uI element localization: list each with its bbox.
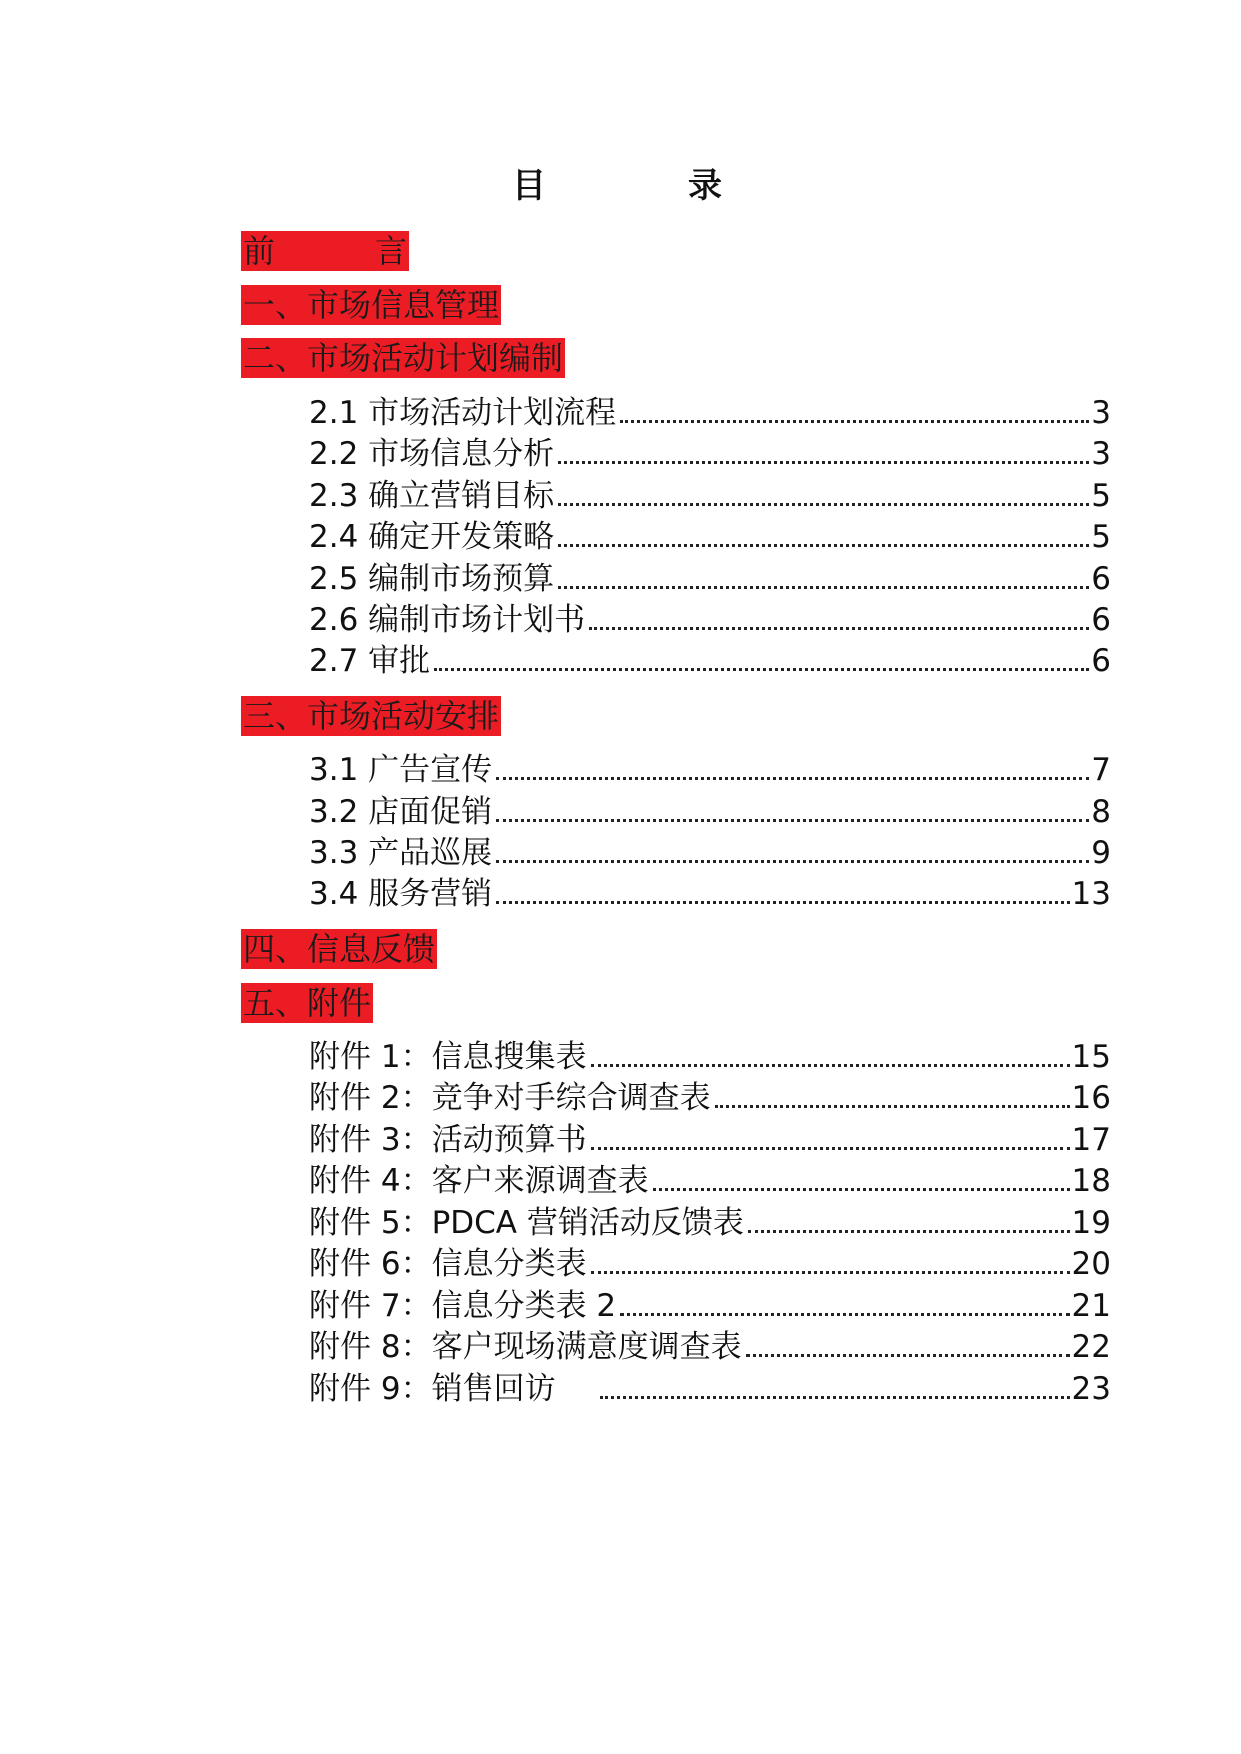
- toc-entry-label: 附件 8：客户现场满意度调查表: [309, 1329, 742, 1365]
- toc-entry-page: 18: [1071, 1163, 1111, 1199]
- toc-entry-label: 2.6 编制市场计划书: [309, 602, 586, 638]
- toc-entry-label: 2.7 审批: [309, 643, 431, 679]
- toc-entry[interactable]: [309, 833, 1111, 873]
- toc-entry-page: 23: [1071, 1371, 1111, 1407]
- leader-dots: [653, 1188, 1070, 1191]
- title-char-2: 录: [688, 166, 722, 206]
- toc-entry[interactable]: [309, 750, 1111, 790]
- title-char-1: 目: [512, 166, 546, 206]
- section-5-heading[interactable]: 五、附件: [243, 984, 372, 1022]
- toc-entry-page: 6: [1091, 561, 1111, 597]
- toc-entry-label: 附件 5：PDCA 营销活动反馈表: [309, 1205, 744, 1241]
- toc-entry-label: 附件 9：销售回访: [309, 1371, 556, 1407]
- toc-entry[interactable]: [309, 792, 1111, 832]
- toc-entry-page: 6: [1091, 643, 1111, 679]
- section-3-heading[interactable]: 三、市场活动安排: [243, 697, 500, 735]
- toc-entry[interactable]: [309, 393, 1111, 433]
- leader-dots: [434, 668, 1089, 671]
- toc-entry-page: 5: [1091, 478, 1111, 514]
- toc-entry[interactable]: [309, 1244, 1111, 1284]
- leader-dots: [589, 627, 1089, 630]
- leader-dots: [748, 1230, 1070, 1233]
- toc-entry-label: 附件 1：信息搜集表: [309, 1039, 587, 1075]
- toc-entry-label: 2.5 编制市场预算: [309, 561, 555, 597]
- toc-entry[interactable]: [309, 1120, 1111, 1160]
- toc-entry[interactable]: [309, 517, 1111, 557]
- toc-entry-page: 7: [1091, 752, 1111, 788]
- leader-dots: [496, 777, 1089, 780]
- toc-entry[interactable]: [309, 1369, 1111, 1409]
- section-preface-char-1: 前: [243, 232, 276, 270]
- toc-entry-label: 3.1 广告宣传: [309, 752, 493, 788]
- leader-dots: [715, 1105, 1070, 1108]
- section-preface[interactable]: [241, 231, 409, 271]
- toc-entry-label: 2.2 市场信息分析: [309, 436, 555, 472]
- toc-entry[interactable]: [309, 434, 1111, 474]
- toc-entry[interactable]: [309, 874, 1111, 914]
- toc-entry-page: 3: [1091, 436, 1111, 472]
- toc-entry-page: 22: [1071, 1329, 1111, 1365]
- toc-entry-page: 3: [1091, 395, 1111, 431]
- toc-entry-label: 附件 3：活动预算书: [309, 1122, 587, 1158]
- section-4-heading[interactable]: 四、信息反馈: [243, 930, 436, 968]
- toc-entry-label: 附件 4：客户来源调查表: [309, 1163, 649, 1199]
- leader-dots: [591, 1064, 1070, 1067]
- toc-entry-page: 13: [1071, 876, 1111, 912]
- toc-entry[interactable]: [309, 1203, 1111, 1243]
- toc-entry[interactable]: [309, 641, 1111, 681]
- toc-entry-label: 3.4 服务营销: [309, 876, 493, 912]
- leader-dots: [600, 1396, 1070, 1399]
- toc-entry[interactable]: [309, 1286, 1111, 1326]
- leader-dots: [558, 461, 1089, 464]
- toc-entry-label: 2.4 确定开发策略: [309, 519, 555, 555]
- toc-entry-label: 3.3 产品巡展: [309, 835, 493, 871]
- leader-dots: [558, 503, 1089, 506]
- section-preface-char-2: 言: [374, 232, 407, 270]
- leader-dots: [496, 860, 1089, 863]
- leader-dots: [558, 586, 1089, 589]
- toc-entry-page: 19: [1071, 1205, 1111, 1241]
- section-2-heading[interactable]: 二、市场活动计划编制: [243, 339, 564, 377]
- leader-dots: [496, 819, 1089, 822]
- toc-entry-label: 2.1 市场活动计划流程: [309, 395, 617, 431]
- toc-entry-page: 16: [1071, 1080, 1111, 1116]
- toc-entry-page: 21: [1071, 1288, 1111, 1324]
- toc-entry-page: 17: [1071, 1122, 1111, 1158]
- toc-entry-page: 6: [1091, 602, 1111, 638]
- toc-entry-page: 5: [1091, 519, 1111, 555]
- leader-dots: [591, 1271, 1070, 1274]
- toc-entry-page: 9: [1091, 835, 1111, 871]
- toc-entry-page: 15: [1071, 1039, 1111, 1075]
- toc-entry-label: 附件 7：信息分类表 2: [309, 1288, 617, 1324]
- leader-dots: [591, 1147, 1070, 1150]
- toc-entry[interactable]: [309, 559, 1111, 599]
- toc-entry-page: 8: [1091, 794, 1111, 830]
- toc-entry[interactable]: [309, 1078, 1111, 1118]
- leader-dots: [558, 544, 1089, 547]
- toc-entry-page: 20: [1071, 1246, 1111, 1282]
- leader-dots: [620, 420, 1089, 423]
- toc-entry[interactable]: [309, 1327, 1111, 1367]
- toc-entry[interactable]: [309, 476, 1111, 516]
- leader-dots: [746, 1354, 1070, 1357]
- toc-entry[interactable]: [309, 600, 1111, 640]
- toc-entry-label: 3.2 店面促销: [309, 794, 493, 830]
- toc-entry-label: 附件 6：信息分类表: [309, 1246, 587, 1282]
- section-1-heading[interactable]: 一、市场信息管理: [243, 286, 500, 324]
- toc-entry[interactable]: [309, 1161, 1111, 1201]
- toc-entry-label: 2.3 确立营销目标: [309, 478, 555, 514]
- leader-dots: [496, 901, 1069, 904]
- toc-entry[interactable]: [309, 1037, 1111, 1077]
- leader-dots: [620, 1313, 1069, 1316]
- toc-entry-label: 附件 2：竞争对手综合调查表: [309, 1080, 711, 1116]
